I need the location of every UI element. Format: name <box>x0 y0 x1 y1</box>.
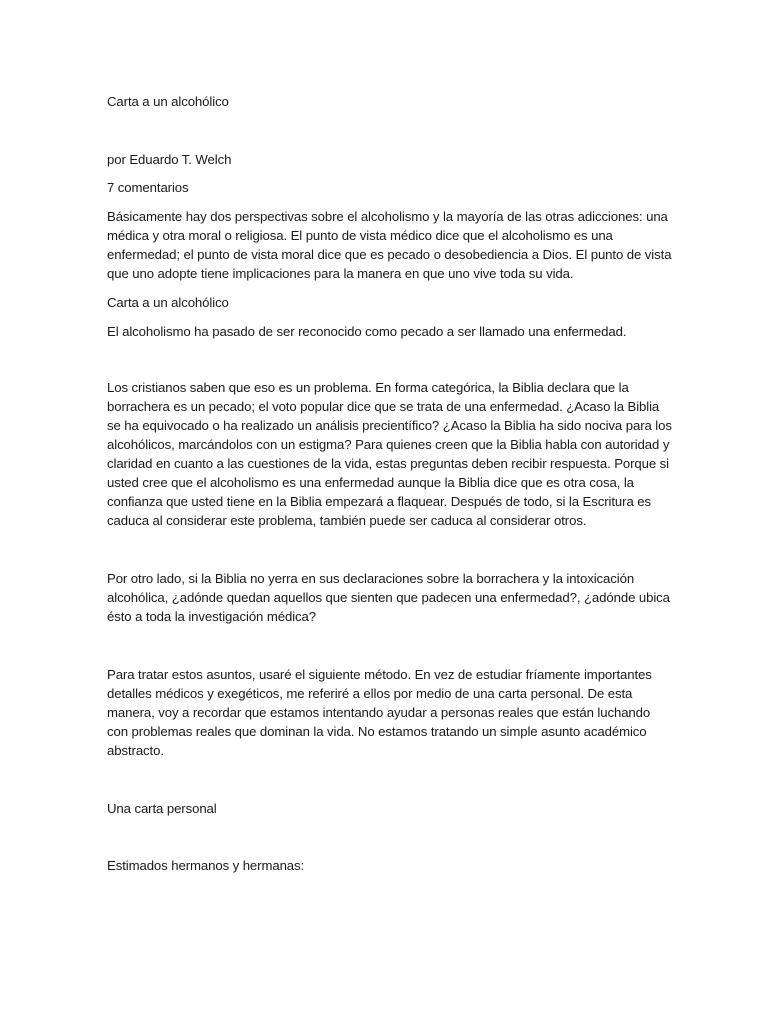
salutation: Estimados hermanos y hermanas: <box>107 858 305 873</box>
section-heading: Una carta personal <box>107 801 217 816</box>
subtitle-paragraph: El alcoholismo ha pasado de ser reconocido como pecado a ser llamado una enfermedad. <box>107 324 627 339</box>
repeated-heading: Carta a un alcohólico <box>107 295 229 310</box>
author-byline: por Eduardo T. Welch <box>107 152 232 167</box>
body-paragraph-1: Los cristianos saben que eso es un problema. En forma categórica, la Biblia declara que la borrachera es un pecado; el voto popular dice que se trata de una enfermedad. ¿Acaso la Biblia se ha equivocado o ha realizado un análisis precientífico? ¿Acaso la Biblia ha sido nociva para los alcohólicos, marcándolos con un estigma? Para quienes creen que la Biblia habla con autoridad y claridad en cuanto a las cuestiones de la vida, estas preguntas deben recibir respuesta. Porque si usted cree que el alcoholismo es una enfermedad aunque la Biblia dice que es otra cosa, la confianza que usted tiene en la Biblia empezará a flaquear. Después de todo, si la Escritura es caduca al considerar este problema, también puede ser caduca al considerar otros. <box>107 380 672 528</box>
document-title: Carta a un alcohólico <box>107 94 229 109</box>
body-paragraph-2: Por otro lado, si la Biblia no yerra en sus declaraciones sobre la borrachera y la intoxicación alcohólica, ¿adónde quedan aquellos que sienten que padecen una enfermedad?, ¿adónde ubica ésto a toda la investigación médica? <box>107 571 670 624</box>
intro-paragraph: Básicamente hay dos perspectivas sobre el alcoholismo y la mayoría de las otras adicciones: una médica y otra moral o religiosa. El punto de vista médico dice que el alcoholismo es una enfermedad; el punto de vista moral dice que es pecado o desobediencia a Dios. El punto de vista que uno adopte tiene implicaciones para la manera en que uno vive toda su vida. <box>107 209 672 281</box>
comments-count: 7 comentarios <box>107 180 189 195</box>
body-paragraph-3: Para tratar estos asuntos, usaré el siguiente método. En vez de estudiar fríamente importantes detalles médicos y exegéticos, me referiré a ellos por medio de una carta personal. De esta manera, voy a recordar que estamos intentando ayudar a personas reales que están luchando con problemas reales que dominan la vida. No estamos tratando un simple asunto académico abstracto. <box>107 667 652 758</box>
